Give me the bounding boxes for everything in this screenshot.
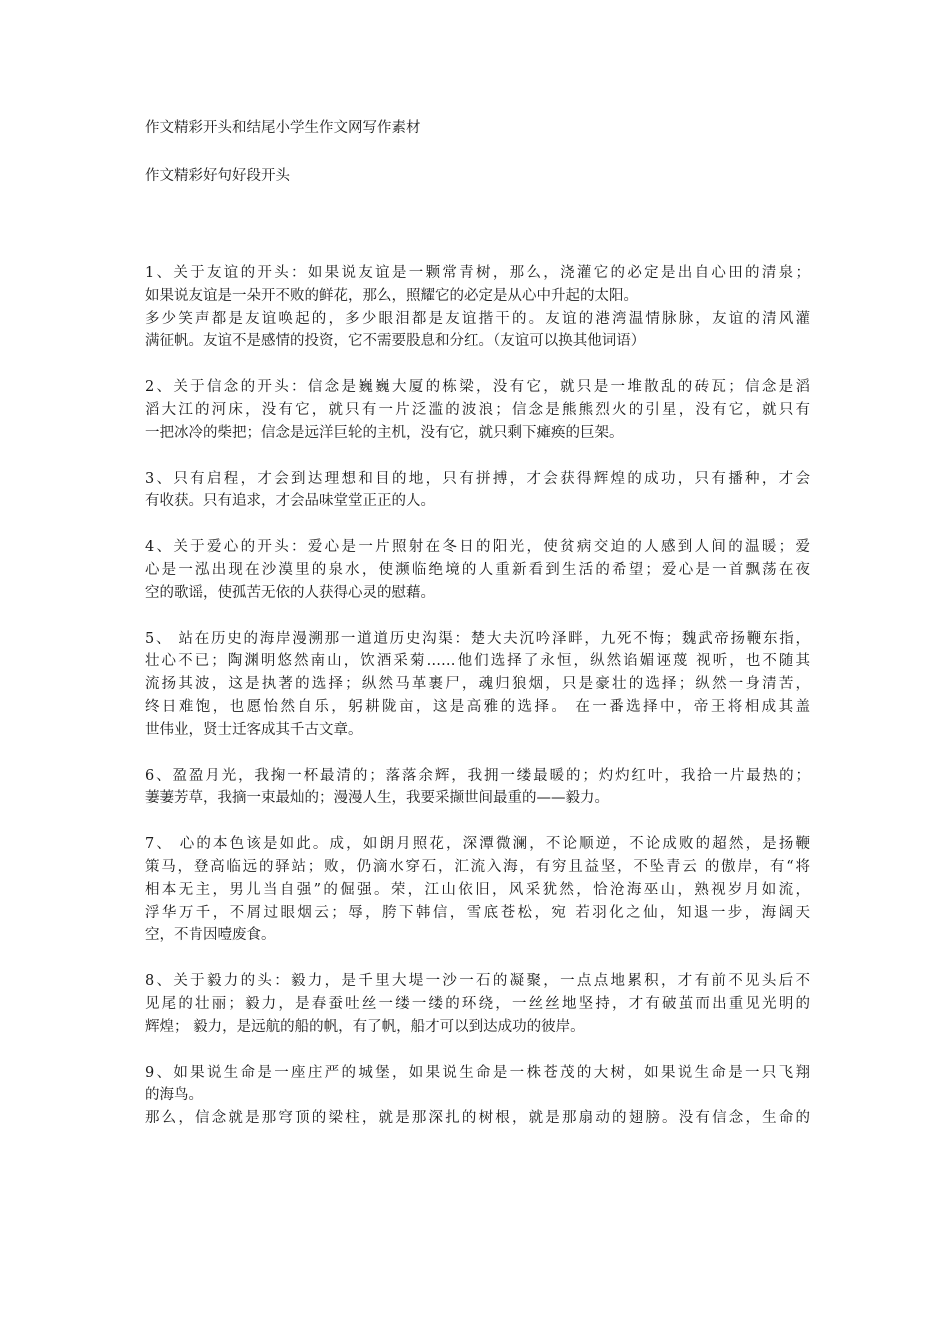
- paragraph-line: 满征帆。友谊不是感情的投资，它不需要股息和分红。（友谊可以换其他词语）: [145, 333, 646, 350]
- paragraph-line: 空的歌谣，使孤苦无依的人获得心灵的慰藉。: [145, 584, 435, 601]
- paragraph-line: 相本无主，男儿当自强”的倔强。荣，江山依旧，风采犹然，恰沧海巫山，熟视岁月如流，: [145, 881, 810, 898]
- paragraph-line: 7、 心的本色该是如此。成，如朗月照花，深潭微澜，不论顺逆，不论成败的超然，是扬鞭: [145, 836, 810, 853]
- paragraph-line: 一把冰冷的柴把；信念是远洋巨轮的主机，没有它，就只剩下瘫痪的巨架。: [145, 424, 624, 441]
- paragraph-line: 有收获。只有追求，才会品味堂堂正正的人。: [145, 493, 435, 510]
- paragraph-line: 2、关于信念的开头：信念是巍巍大厦的栋梁，没有它，就只是一堆散乱的砖瓦；信念是滔: [145, 379, 810, 396]
- paragraph-line: 世伟业，贤士迁客成其千古文章。: [145, 721, 363, 738]
- paragraph-line: 滔大江的河床，没有它，就只有一片泛滥的波浪；信念是熊熊烈火的引星，没有它，就只有: [145, 401, 810, 418]
- paragraph-line: 终日难饱，也愿怡然自乐，躬耕陇亩，这是高雅的选择。 在一番选择中，帝王将相成其盖: [145, 698, 810, 715]
- paragraph: [145, 1062, 810, 1130]
- paragraph: [145, 262, 810, 353]
- paragraph-line: 的海鸟。: [145, 1087, 203, 1104]
- document-body: [145, 262, 810, 1153]
- paragraph: [145, 970, 810, 1038]
- paragraph-line: 辉煌； 毅力，是远航的船的帆，有了帆，船才可以到达成功的彼岸。: [145, 1018, 585, 1035]
- paragraph-line: 多少笑声都是友谊唤起的，多少眼泪都是友谊揩干的。友谊的港湾温情脉脉，友谊的清风灌: [145, 310, 810, 327]
- paragraph-line: 空，不肯因噎废食。: [145, 927, 276, 944]
- paragraph-line: 浮华万千，不屑过眼烟云；辱，胯下韩信，雪底苍松，宛 若羽化之仙，知退一步，海阔天: [145, 904, 810, 921]
- paragraph-line: 4、关于爱心的开头：爱心是一片照射在冬日的阳光，使贫病交迫的人感到人间的温暖；爱: [145, 539, 810, 556]
- paragraph-line: 9、如果说生命是一座庄严的城堡，如果说生命是一株苍茂的大树，如果说生命是一只飞翔: [145, 1064, 810, 1081]
- paragraph-line: 心是一泓出现在沙漠里的泉水，使濒临绝境的人重新看到生活的希望；爱心是一首飘荡在夜: [145, 561, 810, 578]
- paragraph-line: 8、关于毅力的头：毅力，是千里大堤一沙一石的凝聚，一点点地累积，才有前不见头后不: [145, 973, 810, 990]
- paragraph: [145, 765, 810, 811]
- paragraph-line: 策马，登高临远的驿站；败，仍滴水穿石，汇流入海，有穷且益坚，不坠青云 的傲岸，有“将: [145, 858, 810, 875]
- paragraph: [145, 833, 810, 947]
- paragraph: [145, 376, 810, 444]
- paragraph: [145, 628, 810, 742]
- paragraph-line: 壮心不已；陶渊明悠然南山，饮酒采菊……他们选择了永恒，纵然谄媚诬蔑 视听，也不随其: [145, 653, 810, 670]
- paragraph: [145, 536, 810, 604]
- paragraph-line: 如果说友谊是一朵开不败的鲜花，那么，照耀它的必定是从心中升起的太阳。: [145, 287, 638, 304]
- paragraph-line: 5、 站在历史的海岸漫溯那一道道历史沟渠：楚大夫沉吟泽畔，九死不悔；魏武帝扬鞭东指，: [145, 630, 810, 647]
- paragraph-line: 流扬其波，这是执著的选择；纵然马革裹尸，魂归狼烟，只是豪壮的选择；纵然一身清苦，: [145, 676, 810, 693]
- paragraph-line: 6、盈盈月光，我掬一杯最清的；落落余辉，我拥一缕最暖的；灼灼红叶，我拾一片最热的；: [145, 767, 810, 784]
- paragraph-line: 萋萋芳草，我摘一束最灿的；漫漫人生，我要采撷世间最重的——毅力。: [145, 790, 609, 807]
- paragraph-line: 那么，信念就是那穹顶的梁柱，就是那深扎的树根，就是那扇动的翅膀。没有信念，生命的: [145, 1110, 810, 1127]
- document-subtitle: 作文精彩好句好段开头: [145, 168, 290, 184]
- paragraph: [145, 468, 810, 514]
- paragraph-line: 1、关于友谊的开头：如果说友谊是一颗常青树，那么，浇灌它的必定是出自心田的清泉；: [145, 265, 810, 281]
- paragraph-line: 见尾的壮丽；毅力，是春蚕吐丝一缕一缕的环绕，一丝丝地坚持，才有破茧而出重见光明的: [145, 995, 810, 1012]
- paragraph-line: 3、只有启程，才会到达理想和目的地，只有拼搏，才会获得辉煌的成功，只有播种，才会: [145, 470, 810, 487]
- document-title: 作文精彩开头和结尾小学生作文网写作素材: [145, 120, 421, 136]
